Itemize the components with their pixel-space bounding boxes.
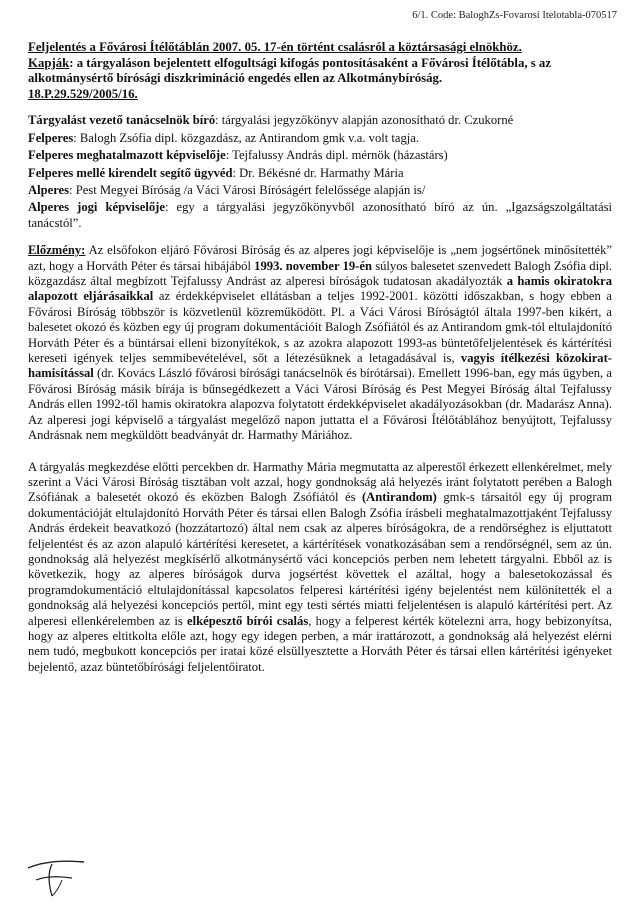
handwritten-signature-icon	[22, 856, 92, 902]
recipients-line	[28, 56, 612, 87]
party-line	[28, 166, 612, 181]
text-span: A tárgyalás megkezdése előtti percekben dr. Harmathy Mária megmutatta az alperestől érkezett ellenkérelmet, mely szerint a Váci Városi Bíróság tisztában volt azzal, hogy gondnokság alá helyezés iránt folytatott perében a Balogh Zsófiának a balesetét okozó és eközben Balogh Zsófiától és	[28, 459, 612, 505]
recipients-label: Kapják	[28, 55, 70, 70]
party-line	[28, 183, 612, 198]
bold-span: a hamis okiratokra alapozott eljárásaikkal	[28, 274, 612, 304]
party-line	[28, 113, 612, 128]
bold-span: 1993. november 19-én	[254, 258, 372, 273]
background-label: Előzmény:	[28, 243, 86, 258]
party-label: Felperes	[28, 130, 74, 145]
text-span: gmk-s társaitól egy új program dokumentációját eltulajdonító Horváth Péter és társai ellen Balogh Zsófia írásbeli meghatalmazottjaként Tejfalussy András érdekeit beavatkozó (hozzátartozó) által nem csak az alperes bíróságokra, de a rendőrséghez is eljuttatott feljelentést és az azon alapuló kártérítési keresetet, a kártérítések vonatkozásában sem a rendőrségnél, sem az ún. gondnokság alá helyezést megkísérlő alkotmánysértő váci koncepciós perben nem lehetett tárgyalni. Ebből az is következik, hogy az alperes bíróságok durva jogsértést követtek el azáltal, hogy a balesetokozással és programdokumentáció eltulajdonítással kapcsolatos felperesi kártérítési igény bejelentést nem különítették el a gondnokság alá helyezési koncepciós pertől, mint egy testi sértés miatti feljelentésen is alapuló kártérítési pert. Az alperesi ellenkérelemben az is	[28, 490, 613, 628]
case-number: 18.P.29.529/2005/16.	[28, 86, 138, 101]
paragraph-background	[28, 243, 612, 443]
text-span: (dr. Kovács László fővárosi bírósági tanácselnök és bírótársai). Emellett 1996-ban, egy más ügyben, a Fővárosi Bíróság másik bírája is bűnsegédkezett a Váci Városi Bíróság és Pest Megyei Bíróság által Tejfalussy András ellen 1992-től hamis okiratokra alapozva folytatott érdekképviselet akadályozásokban (dr. Madarász Anna). Az alperesi jogi képviselő a tárgyalást megelőző napon juttatta el a Fővárosi Ítélőtáblához benyújtott, Tejfalussy Andrásnak nem megküldött beadványát dr. Harmathy Máriához.	[28, 366, 612, 443]
party-label: Alperes jogi képviselője	[28, 200, 165, 215]
parties-list	[28, 113, 612, 231]
party-label: Felperes meghatalmazott képviselője	[28, 148, 226, 163]
text-span: , hogy a felperest kérték kötelezni arra, hogy bebizonyítsa, hogy az alperes eltitkolta előle azt, hogy egy idegen perben, a már irattározott, a gondnokság alá helyezést elérni nem tudó, megbukott koncepciós per iratai közé elsüllyesztette a Horváth Péter és társai ellen kártérítési igényeket bejelentő, azaz büntetőbírósági feljelentőiratot.	[28, 613, 613, 674]
party-text: : tárgyalási jegyzőkönyv alapján azonosítható dr. Czukorné	[215, 113, 514, 128]
party-text: : egy a tárgyalási jegyzőkönyvből azonosítható bíró az ún. „Igazságszolgáltatási tanácstól”.	[28, 200, 613, 230]
bold-span: vagyis ítélkezési közokirat-hamisítással	[28, 351, 612, 381]
party-line	[28, 200, 612, 231]
party-text: : Dr. Békésné dr. Harmathy Mária	[232, 165, 404, 180]
bold-span: elképesztő bírói csalás	[187, 613, 309, 628]
party-text: : Tejfalussy András dipl. mérnök (házastárs)	[225, 148, 448, 163]
text-span: Az elsőfokon eljáró Fővárosi Bíróság és az alperes jogi képviselője is „nem jogsértőnek minősítették” azt, hogy a Horváth Péter és társai hibájából	[28, 243, 612, 273]
recipients-text: : a tárgyaláson bejelentett elfogultsági kifogás pontosításaként a Fővárosi Ítélőtábla, s az alkotmánysértő bírósági diszkrimináció engedés ellen az Alkotmánybíróság.	[28, 55, 552, 86]
document-code: 6/1. Code: BaloghZs-Fovarosi Itelotabla-070517	[412, 10, 617, 21]
party-text: : Balogh Zsófia dipl. közgazdász, az Antirandom gmk v.a. volt tagja.	[73, 130, 420, 145]
title-block	[28, 40, 612, 102]
party-text: : Pest Megyei Bíróság /a Váci Városi Bíróságért felelőssége alapján is/	[69, 183, 426, 197]
party-label: Alperes	[28, 183, 70, 197]
party-label: Tárgyalást vezető tanácselnök bíró	[28, 113, 216, 128]
document-body	[28, 40, 612, 675]
text-span: az érdekképviselet ellátásban a teljes 1992-2001. közötti időszakban, s hogy ebben a Fővárosi Bíróság többször is közvetlenül közreműködött. Pl. a Váci Városi Bíróságtól általa 1997-ben kikért, a balesetet okozó és közben egy új program dokumentációit Balogh Zsófiától és az Antirandom gmk-tól eltulajdonító Horváth Péter és a büntársai elleni bizonyítékok, s az azokra alapozott 1993-as büntetőfeljelentések és kártérítési kereseti igények teljes semmibevételével, sőt a létezésüknek a letagadásával is,	[28, 289, 612, 366]
party-line	[28, 148, 612, 163]
document-title: Feljelentés a Fővárosi Ítélőtáblán 2007. 05. 17-én történt csalásról a köztársasági elnökhöz.	[28, 40, 522, 54]
paragraph-hearing	[28, 460, 612, 676]
party-line	[28, 131, 612, 146]
party-label: Felperes mellé kirendelt segítő ügyvéd	[28, 165, 233, 180]
bold-span: (Antirandom)	[361, 490, 437, 505]
text-span: súlyos balesetet szenvedett Balogh Zsófia dipl. közgazdász által megbízott Tejfalussy Andrást az alperesi bíróságok tudatosan akadályozták	[28, 258, 613, 289]
